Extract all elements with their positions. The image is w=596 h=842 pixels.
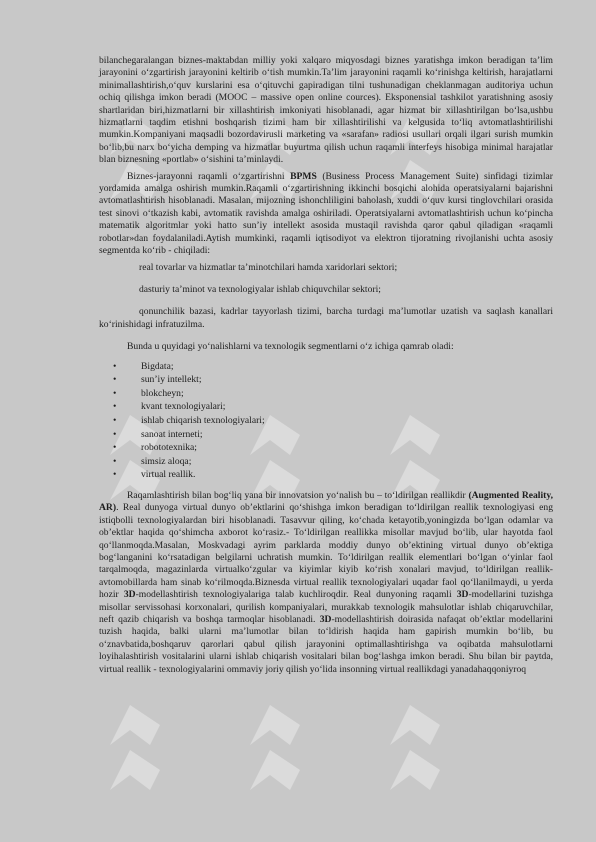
paragraph: bilanchegaralangan biznes-maktabdan milliy yoki xalqaro miqyosdagi biznes yaratishga imkon beradigan ta’lim jarayonini o‘zgartirish jarayonini keltirib o‘tish mumkin.Ta’lim jarayonini raqamli ko‘rinishga keltirish, harajatlarni minimallashtirish,o‘quv kurslarini esa o‘qituvchi gapiradigan tilni tushunadigan cheklanmagan auditoriya uchun ochiq qilishga imkon beradi (MOOC – massive open online cources). Eksponensial tashkilot yaratishning asosiy shartlaridan biri,hizmatlarni bir xillashtirish imkoniyati hisoblanadi, agar hizmat bir xillashtirilgan bo‘lsa,ushbu hizmatlarni taqdim etishni boshqarish tizimi ham bir xillashtirilishi va kelgusida to‘liq avtomatlashtirilishi mumkin.Kompaniyani maqsadli bozordavirusli marketing va «sarafan» radiosi usullari orqali ilgari surish mumkin bo‘lib,bu narx bo‘yicha demping va hizmatlar buyurtma qilish uchun raqamli interfeys hisobiga minimal harajatlar blan biznesning «portlab» o‘sishini ta’minlaydi.: [99, 55, 553, 166]
document-body: [99, 55, 553, 680]
technology-list: [99, 360, 553, 482]
list-item: • Bigdata;: [99, 360, 553, 374]
list-item: • simsiz aloqa;: [99, 455, 553, 469]
list-item: • virtual reallik.: [99, 468, 553, 482]
bold-term: BPMS: [290, 170, 317, 182]
sector-item: real tovarlar va hizmatlar ta’minotchilari hamda xaridorlari sektori;: [139, 261, 398, 273]
watermark-logo: [370, 700, 450, 810]
list-item: • blokcheyn;: [99, 387, 553, 401]
text-run: (Business Process Management Suite) sinfidagi tizimlar yordamida amalga oshirish mumkin.Raqamli o‘zgartirishning ikkinchi bosqichi alohida operatsiyalarni bajarishni avtomatlashtirish hisoblanadi. Masalan, mijozning ishonchliligini baholash, xuddi o‘quv kursi tinglovchilari orasida test sinovi o‘tkazish kabi, avtomatik ravishda amalga oshiriladi. Operatsiyalarni avtomatlashtirish uchun ko‘pincha matematik algoritmlar yoki hatto sun’iy intellekt asosida mustaqil ravishda qaror qabul qiladigan «raqamli robotlar»dan foydalaniladi.Aytish mumkinki, raqamli iqtisodiyot va elektron tijoratning rivojlanishi uchta asosiy segmentda ko‘rib - chiqiladi:: [99, 170, 554, 257]
paragraph: [99, 171, 553, 258]
bold-term: (Augmented Reality, AR): [99, 489, 553, 514]
sector-item: dasturiy ta’minot va texnologiyalar ishlab chiquvchilar sektori;: [139, 283, 381, 295]
watermark-logo: [90, 700, 170, 810]
sector-item: qonunchilik bazasi, kadrlar tayyorlash tizimi, barcha turdagi ma’lumotlar uzatish va saqlash kanallari ko‘rinishidagi infratuzilma.: [99, 306, 553, 330]
text-run: Raqamlashtirish bilan bog‘liq yana bir innovatsion yo‘nalish bu – to‘ldirilgan reallikdir: [127, 489, 469, 501]
watermark-logo: [230, 700, 310, 810]
text-run: . Real dunyoga virtual dunyo ob’ektlarini qo‘shishga imkon beradigan to‘ldirilgan reallik texnologiyasi eng istiqbolli texnologiyalardan biri hisoblanadi. Tasavvur qiling, ko‘chada ketayotib,yoningizda bo‘lgan odamlar va ob’ektlar haqida qo‘shimcha axborot ko‘rasiz.- To‘ldirilgan reallikka misollar mavjud bo‘lib, ular hayotda faol qo‘llanmoqda.Masalan, Moskvadagi ayrim parklarda moddiy dunyo ob’ektining virtual dunyo ob’ektiga bog‘langanini ko‘rsatadigan belgilarni uchratish mumkin. To‘ldirilgan reallik elementlari bo‘lgan o‘yinlar faol tarqalmoqda, magazinlarda virtualko‘zgular va kiyimlar kiyib ko‘rish xonalari mavjud, to‘ldirilgan reallik-avtomobillarda ham sinab ko‘rilmoqda.Biznesda virtual reallik texnologiyalari uqadar faol qo‘llanilmaydi, u yerda hozir: [99, 502, 553, 601]
text-run: -modellashtirish texnologiyalariga talab kuchliroqdir. Real dunyoning raqamli: [135, 589, 457, 601]
list-item: • robototexnika;: [99, 441, 553, 455]
list-item: • ishlab chiqarish texnologiyalari;: [99, 414, 553, 428]
list-item: • kvant texnologiyalari;: [99, 400, 553, 414]
text-run: -modellarini tuzishga misollar servissohasi korxonalari, qurilish kompaniyalari, murakkab texnologik mahsulotlar ishlab chiqaruvchilar, neft qazib chiqarish va boshqa tarmoqlar hisoblanadi.: [99, 589, 553, 625]
text-run: -modellashtirish doirasida nafaqat ob’ektlar modellarini tuzish haqida, balki ularni ma’lumotlar bilan to‘ldirish haqida ham gapirish mumkin bo‘lib, bu o‘znavbatida,boshqaruv qarorlari qabul qilish jarayonini optimallashtirishga va oqibatda mahsulotlarni loyihalashtirish vositalarini ularni ishlab chiqarish vositalari bilan bog‘lashga imkon beradi. Shu bilan bir paytda, virtual reallik - texnologiyalarini ommaviy joriy qilish yo‘lida insonning virtual reallikdagi yanadahaqqoniyroq: [99, 613, 553, 675]
text-run: Biznes-jarayonni raqamli o‘zgartirishni: [127, 170, 291, 182]
bold-term: 3D: [123, 589, 136, 601]
bold-term: 3D: [319, 613, 332, 625]
list-item: • sun’iy intellekt;: [99, 373, 553, 387]
list-item: • sanoat interneti;: [99, 428, 553, 442]
list-intro: Bunda u quyidagi yo‘nalishlarni va texnologik segmentlarni o‘z ichiga qamrab oladi:: [127, 341, 454, 353]
bold-term: 3D: [456, 589, 469, 601]
paragraph: [99, 490, 553, 676]
